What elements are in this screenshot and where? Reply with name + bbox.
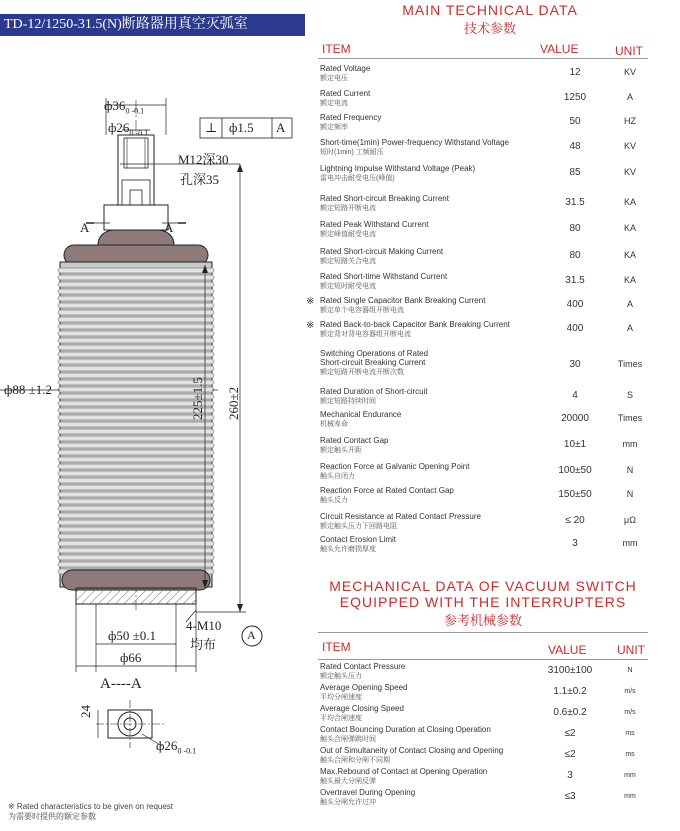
section-mark-a-left: A xyxy=(80,220,90,235)
tech-row-unit: μΩ xyxy=(624,515,636,525)
view-marker-a: A xyxy=(247,628,256,642)
tech-row-label-en: Circuit Resistance at Rated Contact Pressure xyxy=(320,512,481,521)
mech-row-label-cn: 触头合闸弹跳时间 xyxy=(320,736,376,743)
tech-row-unit: KV xyxy=(623,141,636,151)
mech-row-label-cn: 平均分闸速度 xyxy=(320,694,362,701)
tech-row-unit: KA xyxy=(623,197,636,207)
tech-row-label-cn: 雷电冲击耐受电压(峰值) xyxy=(320,175,395,182)
tech-row-label-cn: 额定峰值耐受电流 xyxy=(320,231,376,238)
mech-row-label-en: Average Closing Speed xyxy=(320,704,404,713)
body-rib xyxy=(58,352,214,357)
mech-col-item: ITEM xyxy=(322,640,351,654)
tech-row xyxy=(320,462,648,482)
body-rib xyxy=(58,450,214,455)
tech-row-value: 80 xyxy=(569,223,581,234)
dim-phi50: ф50 ±0.1 xyxy=(108,628,157,643)
dim-24: 24 xyxy=(78,705,93,718)
tech-col-value: VALUE xyxy=(540,42,579,56)
mech-row-value: ≤2 xyxy=(564,728,576,739)
tech-row-value: 85 xyxy=(569,167,581,178)
mech-row-value: 1.1±0.2 xyxy=(553,686,587,697)
mech-row-value: 3100±100 xyxy=(547,665,593,676)
body-rib xyxy=(58,310,214,315)
tech-row xyxy=(320,164,648,184)
tech-row-label-cn: 触头允许磨损厚度 xyxy=(320,546,376,553)
tech-row-label-cn: 额定触头压力下回路电阻 xyxy=(320,523,397,530)
tech-header-rule xyxy=(318,58,648,59)
mech-row-unit: m/s xyxy=(624,709,636,716)
drawing-title-banner: TD-12/1250-31.5(N)断路器用真空灭弧室 xyxy=(0,14,305,36)
tech-row xyxy=(320,535,648,555)
mechanical-heading xyxy=(318,578,648,629)
tech-row xyxy=(320,387,648,407)
body-rib xyxy=(58,289,214,294)
tech-row-unit: mm xyxy=(622,439,638,449)
tech-row-unit: KA xyxy=(623,223,636,233)
tech-row-label-en: Reaction Force at Rated Contact Gap xyxy=(320,486,454,495)
tech-row-value: 31.5 xyxy=(565,197,585,208)
mech-col-unit: UNIT xyxy=(617,643,645,657)
body-rib xyxy=(58,436,214,441)
tech-row-label-cn: 短时(1min) 工频耐压 xyxy=(320,149,384,156)
tech-row-label-en: Rated Contact Gap xyxy=(320,436,389,445)
tech-row xyxy=(320,486,648,506)
tech-col-unit: UNIT xyxy=(615,44,643,58)
mech-top-rule xyxy=(318,632,648,633)
tech-row-value: 12 xyxy=(569,67,581,78)
mech-row-label-cn: 触头分闸允许过冲 xyxy=(320,799,376,806)
tech-row xyxy=(306,296,648,316)
tech-row-value: 31.5 xyxy=(565,275,585,286)
section-title: A----A xyxy=(100,676,142,692)
tech-row-label-en: Rated Duration of Short-circuit xyxy=(320,387,428,396)
tech-row-label-en: Lightning Impulse Withstand Voltage (Peak) xyxy=(320,164,476,173)
technical-title-en: MAIN TECHNICAL DATA xyxy=(402,2,578,18)
dim-phi66: ф66 xyxy=(120,650,142,665)
tech-row-unit: Times xyxy=(617,413,643,423)
dim-phi36: $ф36_{0 -0.1}$ xyxy=(104,98,145,116)
body-rib xyxy=(58,282,214,287)
body-rib xyxy=(58,296,214,301)
interrupter-outline-drawing xyxy=(0,40,305,810)
mech-row-value: 0.6±0.2 xyxy=(553,707,587,718)
body-rib xyxy=(58,499,214,504)
dim-even-distribution: 均布 xyxy=(190,637,217,652)
tech-row-label-en: Rated Short-circuit Breaking Current xyxy=(320,194,449,203)
body-rib xyxy=(58,359,214,364)
tech-row-unit: A xyxy=(626,323,633,333)
tech-row-label-en: Rated Single Capacitor Bank Breaking Current xyxy=(320,296,486,305)
perpendicularity-symbol: ⊥ xyxy=(205,120,218,135)
mech-row-unit: m/s xyxy=(624,688,636,695)
dim-225: 225±1.5 xyxy=(190,377,205,420)
tech-row-label-cn: 额定短路开断电流开断次数 xyxy=(320,369,404,376)
dim-phi26: $ф26_{0 -0.1}$ xyxy=(108,120,149,138)
mech-row-value: ≤3 xyxy=(564,791,576,802)
tech-row-value: 50 xyxy=(569,116,581,127)
body-rib xyxy=(58,303,214,308)
tech-row-label-cn: 额定短时耐受电流 xyxy=(320,283,376,290)
perpendicularity-value: ф1.5 xyxy=(229,120,254,135)
tech-row-value: 400 xyxy=(566,323,584,334)
mech-row-value: 3 xyxy=(567,770,573,781)
tech-row xyxy=(320,512,648,532)
body-rib xyxy=(58,520,214,525)
dim-m12: M12深30 xyxy=(178,152,229,167)
tech-row-value: 1250 xyxy=(563,92,587,103)
mech-row-unit: mm xyxy=(624,793,636,800)
tech-row-label-en: Contact Erosion Limit xyxy=(320,535,397,544)
mech-row xyxy=(320,767,648,787)
tech-row-label-cn: 额定短路关合电流 xyxy=(320,258,376,265)
technical-heading xyxy=(340,2,640,37)
tech-row-label-en: Rated Current xyxy=(320,89,371,98)
tech-row-label-en2: Short-circuit Breaking Current xyxy=(320,358,426,367)
tech-row-label-en: Rated Frequency xyxy=(320,113,382,122)
body-rib xyxy=(58,555,214,560)
tech-row-label-en: Rated Short-time Withstand Current xyxy=(320,272,448,281)
mech-row-unit: mm xyxy=(624,772,636,779)
body-rib xyxy=(58,562,214,567)
mechanical-title-en2: EQUIPPED WITH THE INTERRUPTERS xyxy=(339,594,627,610)
tech-col-item: ITEM xyxy=(322,42,351,56)
tech-row-label-cn: 触头反力 xyxy=(320,497,348,504)
tech-row-label-cn: 额定触头开距 xyxy=(320,447,362,454)
tech-row-value: 30 xyxy=(569,359,581,370)
tech-row-unit: HZ xyxy=(624,116,636,126)
tech-row-value: 48 xyxy=(569,141,581,152)
tech-row-label-en: Rated Short-circuit Making Current xyxy=(320,247,444,256)
technical-title-cn: 技术参数 xyxy=(463,21,516,36)
body-rib xyxy=(58,317,214,322)
body-rib xyxy=(58,506,214,511)
tech-row-unit: KV xyxy=(623,67,636,77)
mech-row-label-cn: 额定触头压力 xyxy=(320,673,362,680)
tech-row-value: 4 xyxy=(572,390,578,401)
mech-row-label-en: Contact Bouncing Duration at Closing Operation xyxy=(320,725,491,734)
tech-row-label-en: Switching Operations of Rated xyxy=(320,349,429,358)
tech-row-label-cn: 额定背对背电容器组开断电流 xyxy=(320,331,411,338)
footnote-cn: 为需要时提供的额定参数 xyxy=(8,812,96,821)
mech-row xyxy=(320,725,648,745)
mech-row xyxy=(320,662,648,682)
tech-row-label-cn: 额定短路持续时间 xyxy=(320,398,376,405)
body-rib xyxy=(58,471,214,476)
tech-row xyxy=(320,113,648,133)
dim-4-m10: 4-M10 xyxy=(186,618,222,633)
mech-row xyxy=(320,746,648,766)
tech-row-label-en: Rated Back-to-back Capacitor Bank Breaking Current xyxy=(320,320,510,329)
footnote-mark: ※ xyxy=(306,320,315,331)
mech-row-value: ≤2 xyxy=(564,749,576,760)
tech-row-value: 400 xyxy=(566,299,584,310)
mechanical-title-en1: MECHANICAL DATA OF VACUUM SWITCH xyxy=(329,578,637,594)
tech-row-label-cn: 额定短路开断电流 xyxy=(320,205,376,212)
mech-row xyxy=(320,683,648,703)
tech-row-value: 10±1 xyxy=(563,439,587,450)
tech-row xyxy=(306,320,648,340)
tech-row-unit: S xyxy=(626,390,633,400)
mech-row-unit: ms xyxy=(625,730,635,737)
body-rib xyxy=(58,268,214,273)
mech-row-label-en: Rated Contact Pressure xyxy=(320,662,406,671)
tech-row-label-en: Rated Voltage xyxy=(320,64,371,73)
body-rib xyxy=(58,548,214,553)
dim-260: 260±2 xyxy=(226,386,241,420)
perpendicularity-datum: A xyxy=(276,120,286,135)
tech-row-label-en: Rated Peak Withstand Current xyxy=(320,220,429,229)
tech-row xyxy=(320,89,648,109)
dim-phi88: ф88 ±1.2 xyxy=(4,382,53,397)
tech-row-unit: mm xyxy=(622,538,638,548)
mech-row-label-en: Overtravel During Opening xyxy=(320,788,416,797)
tech-row xyxy=(320,194,648,214)
mech-row xyxy=(320,788,648,808)
tech-row-label-en: Mechanical Endurance xyxy=(320,410,402,419)
mech-row-unit: N xyxy=(627,667,633,674)
tech-row xyxy=(320,247,648,267)
tech-row-label-en: Short-time(1min) Power-frequency Withstand Voltage xyxy=(320,138,509,147)
tech-row xyxy=(320,138,648,158)
mech-header-rule xyxy=(318,659,648,660)
body-rib xyxy=(58,527,214,532)
tech-row xyxy=(320,272,648,292)
body-rib xyxy=(58,485,214,490)
tech-row-label-cn: 额定单个电容器组开断电流 xyxy=(320,307,404,314)
section-mark-a-right: A xyxy=(164,220,174,235)
body-rib xyxy=(58,324,214,329)
tech-row-value: 20000 xyxy=(561,413,589,424)
tech-row-unit: KV xyxy=(623,167,636,177)
body-rib xyxy=(58,275,214,280)
tech-row-value: ≤ 20 xyxy=(565,515,585,526)
technical-drawing xyxy=(0,40,305,810)
tech-row-value: 100±50 xyxy=(558,465,592,476)
tech-row-unit: A xyxy=(626,299,633,309)
body-rib xyxy=(58,492,214,497)
dim-phi26-section: $ф26_{0 -0.1}$ xyxy=(156,738,197,756)
tech-row-unit: N xyxy=(626,489,634,499)
tech-row-value: 150±50 xyxy=(558,489,592,500)
body-rib xyxy=(58,478,214,483)
footnote xyxy=(8,802,173,822)
body-rib xyxy=(58,429,214,434)
mech-row-label-cn: 平均合闸速度 xyxy=(320,715,362,722)
dim-hole-depth: 孔深35 xyxy=(180,172,220,187)
tech-row-unit: KA xyxy=(623,275,636,285)
mech-row-label-en: Average Opening Speed xyxy=(320,683,408,692)
tech-row xyxy=(320,220,648,240)
tech-row xyxy=(320,349,648,379)
tech-row-unit: A xyxy=(626,92,633,102)
footnote-mark: ※ xyxy=(306,296,315,307)
tech-row-label-cn: 触头自闭力 xyxy=(320,473,355,480)
tech-row xyxy=(320,436,648,456)
body-rib xyxy=(58,443,214,448)
body-rib xyxy=(58,541,214,546)
tech-row-unit: N xyxy=(626,465,634,475)
body-rib xyxy=(58,534,214,539)
body-rib xyxy=(58,331,214,336)
body-rib xyxy=(58,422,214,427)
tech-row-label-en: Reaction Force at Galvanic Opening Point xyxy=(320,462,470,471)
tech-row-label-cn: 额定电流 xyxy=(320,100,348,107)
tech-row-label-cn: 额定电压 xyxy=(320,75,348,82)
tech-row-value: 80 xyxy=(569,250,581,261)
body-rib xyxy=(58,464,214,469)
body-rib xyxy=(58,338,214,343)
tech-row-label-cn: 机械寿命 xyxy=(320,421,348,428)
tech-row xyxy=(320,64,648,84)
mech-row-label-cn: 触头合闸和分闸不同期 xyxy=(320,757,390,764)
mech-col-value: VALUE xyxy=(548,643,587,657)
body-rib xyxy=(58,457,214,462)
tech-row-unit: Times xyxy=(617,359,643,369)
mech-row-unit: ms xyxy=(625,751,635,758)
tech-row xyxy=(320,410,648,430)
body-rib xyxy=(58,513,214,518)
mechanical-title-cn: 参考机械参数 xyxy=(443,613,522,628)
tech-row-value: 3 xyxy=(572,538,578,549)
mech-row xyxy=(320,704,648,724)
body-rib xyxy=(58,345,214,350)
mech-row-label-en: Max.Rebound of Contact at Opening Operation xyxy=(320,767,488,776)
mech-row-label-cn: 触头最大分闸反弹 xyxy=(320,778,376,785)
tech-row-unit: KA xyxy=(623,250,636,260)
tech-row-label-cn: 额定频率 xyxy=(320,124,348,131)
footnote-en: ※ Rated characteristics to be given on request xyxy=(8,802,174,811)
body-rib xyxy=(58,366,214,371)
mech-row-label-en: Out of Simultaneity of Contact Closing and Opening xyxy=(320,746,504,755)
